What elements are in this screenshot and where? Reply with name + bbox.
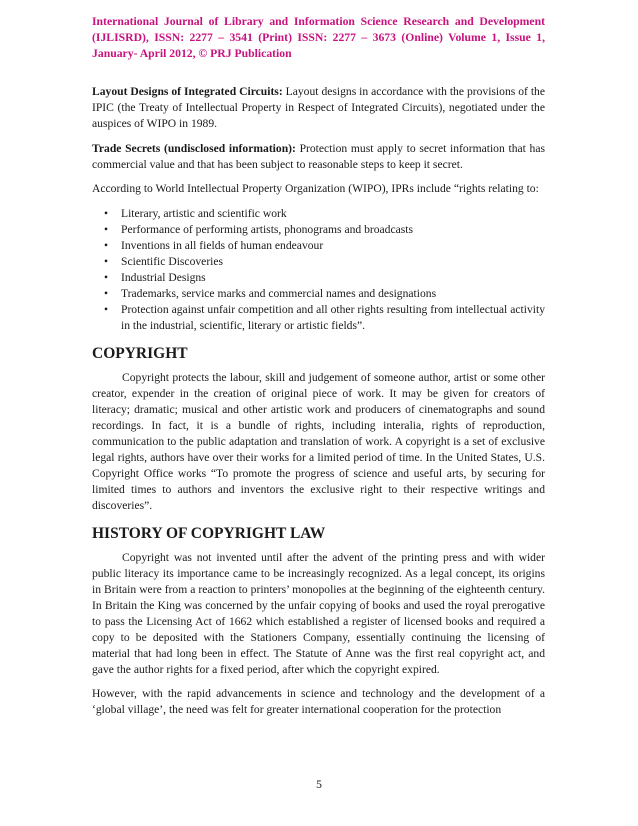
bullet-icon: • [104, 286, 109, 300]
list-item: • Protection against unfair competition and all other rights resulting from intellectual activity in the industrial, scientific, literary or artistic fields”. [104, 302, 545, 332]
journal-header: International Journal of Library and Information Science Research and Development (IJLISRD), ISSN: 2277 – 3541 (Print) ISSN: 2277 – 3673 (Online) Volume 1, Issue 1, January- April 2012, © PRJ Publication [92, 15, 545, 60]
page-number: 5 [316, 778, 322, 791]
list-item: • Scientific Discoveries [104, 254, 224, 268]
ipr-bullet-list [92, 206, 545, 334]
copyright-paragraph: Copyright protects the labour, skill and judgement of someone author, artist or some other creator, expender in the creation of original piece of work. It may be given for creators of literacy; dramatic; musical and other artistic work and producers of cinematographs and sound recordings. In fact, it is a bundle of rights, including interalia, rights of reproduction, communication to the public adaptation and translation of work. A copyright is a set of exclusive legal rights, authors have over their works for a limited period of time. In the United States, U.S. Copyright Office works “To promote the progress of science and useful arts, by securing for limited times to authors and inventors the exclusive right to their respective writings and discoveries”. [92, 370, 545, 512]
history-paragraph: Copyright was not invented until after the advent of the printing press and with wider public literacy its importance came to be increasingly recognized. As a legal concept, its origins in Britain were from a reaction to printers’ monopolies at the beginning of the eighteenth century. In Britain the King was concerned by the unfair copying of books and used the royal prerogative to pass the Licensing Act of 1662 which established a register of licensed books and required a copy to be deposited with the Stationers Company, essentially continuing the licensing of material that had long been in effect. The Statute of Anne was the first real copyright act, and gave the author rights for a fixed period, after which the copyright expired. [92, 550, 545, 676]
layout-designs-label: Layout Designs of Integrated Circuits: [92, 85, 283, 98]
list-item: • Trademarks, service marks and commercial names and designations [104, 286, 437, 300]
bullet-icon: • [104, 270, 109, 284]
copyright-heading: COPYRIGHT [92, 344, 188, 362]
layout-designs-paragraph [92, 84, 545, 132]
bullet-icon: • [104, 206, 109, 220]
page-body [92, 84, 545, 727]
history-heading: HISTORY OF COPYRIGHT LAW [92, 524, 326, 542]
trade-secrets-paragraph [92, 141, 545, 173]
layout-designs-text: Layout designs in accordance with the provisions of the IPIC (the Treaty of Intellectual Property in Respect of Integrated Circuits), negotiated under the auspices of WIPO in 1989. [92, 85, 545, 130]
trade-secrets-text: Protection must apply to secret information that has commercial value and that has been subject to reasonable steps to keep it secret. [92, 141, 545, 171]
bullet-icon: • [104, 302, 109, 316]
trade-secrets-label: Trade Secrets (undisclosed information): [92, 141, 296, 155]
bullet-icon: • [104, 254, 109, 268]
bullet-icon: • [104, 238, 109, 252]
list-item: • Inventions in all fields of human endeavour [104, 238, 324, 252]
wipo-intro-paragraph: According to World Intellectual Property Organization (WIPO), IPRs include “rights relating to: [92, 182, 539, 195]
list-item: • Performance of performing artists, phonograms and broadcasts [104, 222, 414, 236]
bullet-icon: • [104, 222, 109, 236]
list-item: • Literary, artistic and scientific work [104, 206, 287, 220]
international-cooperation-paragraph: However, with the rapid advancements in science and technology and the development of a ‘global village’, the need was felt for greater international cooperation for the protection [92, 687, 545, 716]
list-item: • Industrial Designs [104, 270, 206, 284]
